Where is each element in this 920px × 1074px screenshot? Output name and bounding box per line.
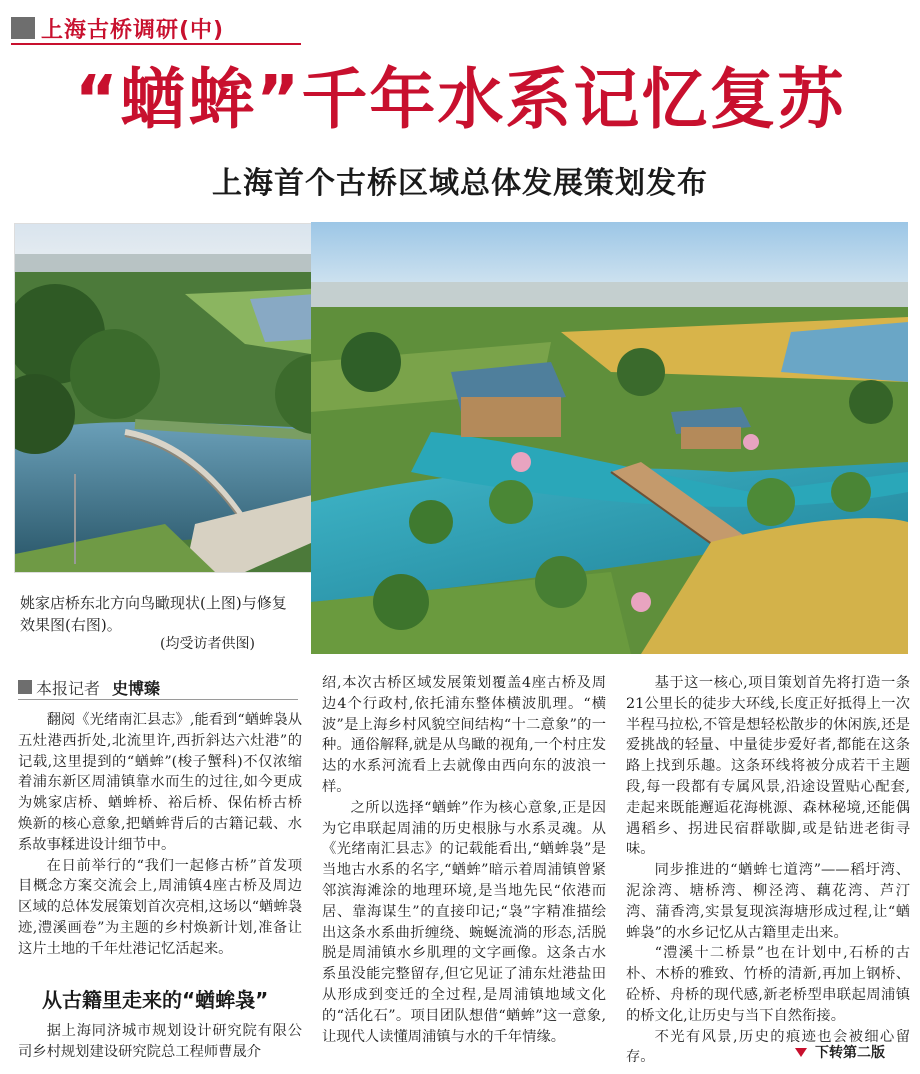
continued-label: 下转第二版 [815, 1045, 885, 1061]
series-label: 上海古桥调研(中) [41, 17, 225, 43]
paragraph: 据上海同济城市规划设计研究院有限公司乡村规划建设研究院总工程师曹晟介 [18, 1023, 302, 1060]
rendering-illustration [311, 222, 908, 654]
continued-notice [795, 1041, 885, 1063]
section-heading: 从古籍里走来的“蝤蛑袅” [42, 988, 269, 1012]
down-triangle-icon [795, 1048, 807, 1057]
paragraph: 之所以选择“蝤蛑”作为核心意象,正是因为它串联起周浦的历史根脉与水系灵魂。从《光绪南汇县志》的记载能看出,“蝤蛑袅”是当地古水系的名字,“蝤蛑”暗示着周浦镇曾紧邻滨海滩涂的地理环境,是当地先民“依港而居、靠海谋生”的直接印记;“袅”字精准描绘出这条水系曲折缠绕、蜿蜒流淌的形态,活脱脱是周浦镇水乡肌理的文字画像。这条古水系虽没能完整留存,但它见证了浦东灶港盐田从形成到变迁的全过程,是周浦镇地域文化的“活化石”。项目团队想借“蝤蛑”这一意象,让现代人读懂周浦镇与水的千年情缘。 [322, 799, 606, 1045]
byline-divider [18, 699, 298, 700]
photo-restoration-rendering [311, 222, 908, 654]
photo-credit: (均受访者供图) [160, 636, 255, 652]
paragraph: 同步推进的“蝤蛑七道湾”——稻圩湾、泥涂湾、塘桥湾、柳泾湾、藕花湾、芦汀湾、蒲香湾,实景复现滨海塘形成过程,让“蝤蛑袅”的水乡记忆从古籍里走出来。 [626, 862, 910, 941]
headline: “蝤蛑”千年水系记忆复苏 [74, 61, 846, 138]
subheadline: 上海首个古桥区域总体发展策划发布 [212, 166, 708, 201]
photo-caption: 姚家店桥东北方向鸟瞰现状(上图)与修复效果图(右图)。 [20, 594, 287, 634]
paragraph: 绍,本次古桥区域发展策划覆盖4座古桥及周边4个行政村,依托浦东整体横波肌理。“横波”是上海乡村风貌空间结构“十二意象”的一种。通俗解释,就是从鸟瞰的视角,一个村庄发达的水系河流看上去就像由西向东的波浪一样。 [322, 675, 606, 795]
paragraph: 在日前举行的“我们一起修古桥”首发项目概念方案交流会上,周浦镇4座古桥及周边区域的总体发展策划首次亮相,这场以“蝤蛑袅迹,澧溪画卷”为主题的乡村焕新计划,准备让这片土地的千年灶港记忆活起来。 [18, 857, 302, 957]
byline-label: 本报记者 [36, 678, 101, 698]
paragraph: 不光有风景,历史的痕迹也会被细心留存。 [626, 1028, 910, 1066]
byline-marker [18, 680, 32, 694]
series-underline [11, 43, 301, 45]
article-column-1-tail [18, 1021, 302, 1063]
byline-author: 史博臻 [112, 678, 161, 698]
series-marker [11, 17, 35, 39]
article-column-2 [322, 673, 606, 1047]
series-header [11, 13, 224, 43]
paragraph: 基于这一核心,项目策划首先将打造一条21公里长的徒步大环线,长度正好抵得上一次半程马拉松,不管是想轻松散步的休闲族,还是爱挑战的轻量、中量徒步爱好者,都能在这条路上找到乐趣。这条环线将被分成若干主题段,每一段都有专属风景,沿途设置贴心配套,走起来既能邂逅花海桃源、森林秘境,还能偶遇稻乡、拐进民宿群歇脚,或是钻进老街寻味。 [626, 675, 910, 858]
paragraph: 翻阅《光绪南汇县志》,能看到“蝤蛑袅从五灶港西折处,北流里许,西折斜达六灶港”的记载,这里提到的“蝤蛑”(梭子蟹科)不仅浓缩着浦东新区周浦镇靠水而生的过往,如今更成为姚家店桥、蝤蛑桥、裕后桥、保佑桥古桥焕新的核心意象,把蝤蛑背后的古籍记载、水系故事糅进设计细节中。 [18, 712, 302, 853]
paragraph: “澧溪十二桥景”也在计划中,石桥的古朴、木桥的雅致、竹桥的清新,再加上钢桥、砼桥、舟桥的现代感,新老桥型串联起周浦镇的桥文化,让历史与当下自然衔接。 [626, 945, 910, 1024]
article-column-1 [18, 710, 302, 960]
article-column-3 [626, 673, 910, 1068]
byline [18, 676, 160, 698]
